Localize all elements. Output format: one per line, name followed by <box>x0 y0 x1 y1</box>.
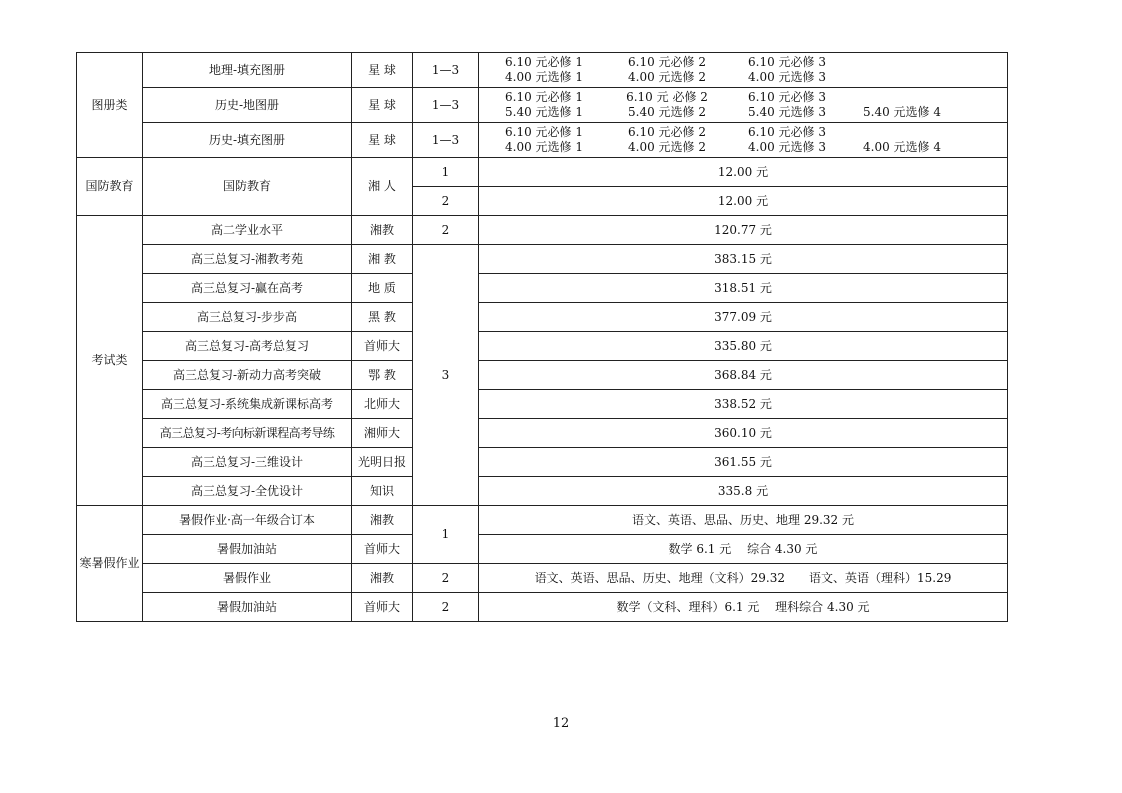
price-item: 5.40 元选修 3 <box>748 105 826 119</box>
price-line <box>481 90 1005 105</box>
publisher-cell: 地 质 <box>352 274 413 303</box>
price-item: 5.40 元选修 1 <box>505 105 583 119</box>
price-item: 4.00 元选修 3 <box>748 70 826 84</box>
price-cell: 语文、英语、思品、历史、地理 29.32 元 <box>479 506 1008 535</box>
publisher-cell: 星 球 <box>352 123 413 158</box>
textbook-price-table <box>76 52 1008 622</box>
table-row <box>77 303 1008 332</box>
category-cell: 国防教育 <box>77 158 143 216</box>
table-row <box>77 245 1008 274</box>
table-row <box>77 361 1008 390</box>
category-cell: 寒暑假作业 <box>77 506 143 622</box>
book-cell: 历史-地图册 <box>143 88 352 123</box>
grade-cell: 1 <box>413 158 479 187</box>
price-cell: 语文、英语、思品、历史、地理（文科）29.32 语文、英语（理科）15.29 <box>479 564 1008 593</box>
price-item: 6.10 元必修 1 <box>505 90 583 104</box>
price-cell <box>479 53 1008 88</box>
table-row <box>77 332 1008 361</box>
category-cell: 图册类 <box>77 53 143 158</box>
category-cell: 考试类 <box>77 216 143 506</box>
grade-cell: 1 <box>413 506 479 564</box>
price-line <box>481 140 1005 155</box>
publisher-cell: 鄂 教 <box>352 361 413 390</box>
table-row <box>77 158 1008 187</box>
book-cell: 暑假作业·高一年级合订本 <box>143 506 352 535</box>
table-row <box>77 53 1008 88</box>
table-row <box>77 88 1008 123</box>
table-row <box>77 593 1008 622</box>
price-item: 6.10 元必修 2 <box>628 125 706 139</box>
price-line <box>481 125 1005 140</box>
book-cell: 高三总复习-步步高 <box>143 303 352 332</box>
price-item: 6.10 元必修 3 <box>748 90 826 104</box>
book-cell: 暑假加油站 <box>143 535 352 564</box>
grade-cell: 2 <box>413 564 479 593</box>
book-cell: 高三总复习-新动力高考突破 <box>143 361 352 390</box>
price-cell: 数学（文科、理科）6.1 元 理科综合 4.30 元 <box>479 593 1008 622</box>
book-cell: 高二学业水平 <box>143 216 352 245</box>
table-row <box>77 564 1008 593</box>
price-line <box>481 105 1005 120</box>
price-cell: 数学 6.1 元 综合 4.30 元 <box>479 535 1008 564</box>
price-cell: 361.55 元 <box>479 448 1008 477</box>
book-cell: 暑假作业 <box>143 564 352 593</box>
price-cell: 338.52 元 <box>479 390 1008 419</box>
price-item: 6.10 元必修 1 <box>505 125 583 139</box>
publisher-cell: 北师大 <box>352 390 413 419</box>
price-item: 6.10 元必修 3 <box>748 125 826 139</box>
price-item: 6.10 元必修 3 <box>748 55 826 69</box>
publisher-cell: 湘教 <box>352 564 413 593</box>
publisher-cell: 知识 <box>352 477 413 506</box>
grade-cell: 2 <box>413 187 479 216</box>
book-cell: 高三总复习-三维设计 <box>143 448 352 477</box>
grade-cell: 2 <box>413 216 479 245</box>
price-item: 6.10 元必修 2 <box>628 55 706 69</box>
publisher-cell: 湘 人 <box>352 158 413 216</box>
publisher-cell: 黑 教 <box>352 303 413 332</box>
publisher-cell: 湘师大 <box>352 419 413 448</box>
price-cell: 360.10 元 <box>479 419 1008 448</box>
book-cell: 高三总复习-系统集成新课标高考 <box>143 390 352 419</box>
book-cell: 高三总复习-高考总复习 <box>143 332 352 361</box>
book-cell: 高三总复习-湘教考苑 <box>143 245 352 274</box>
publisher-cell: 首师大 <box>352 593 413 622</box>
grade-cell: 2 <box>413 593 479 622</box>
book-cell: 高三总复习-考向标新课程高考导练 <box>143 419 352 448</box>
table-row <box>77 506 1008 535</box>
price-cell: 368.84 元 <box>479 361 1008 390</box>
price-cell: 335.8 元 <box>479 477 1008 506</box>
price-item: 5.40 元选修 2 <box>628 105 706 119</box>
book-cell: 暑假加油站 <box>143 593 352 622</box>
price-cell: 12.00 元 <box>479 187 1008 216</box>
price-cell: 335.80 元 <box>479 332 1008 361</box>
price-item: 6.10 元必修 1 <box>505 55 583 69</box>
price-cell: 120.77 元 <box>479 216 1008 245</box>
publisher-cell: 星 球 <box>352 88 413 123</box>
price-item: 4.00 元选修 1 <box>505 140 583 154</box>
table-row <box>77 477 1008 506</box>
publisher-cell: 首师大 <box>352 332 413 361</box>
table-row <box>77 419 1008 448</box>
table-row <box>77 123 1008 158</box>
price-line <box>481 55 1005 70</box>
price-cell: 12.00 元 <box>479 158 1008 187</box>
price-cell <box>479 123 1008 158</box>
book-cell: 高三总复习-赢在高考 <box>143 274 352 303</box>
price-cell: 383.15 元 <box>479 245 1008 274</box>
publisher-cell: 湘教 <box>352 506 413 535</box>
grade-cell: 3 <box>413 245 479 506</box>
price-item: 4.00 元选修 3 <box>748 140 826 154</box>
price-item: 4.00 元选修 1 <box>505 70 583 84</box>
table-row <box>77 216 1008 245</box>
price-item: 4.00 元选修 2 <box>628 140 706 154</box>
price-cell <box>479 88 1008 123</box>
book-cell: 地理-填充图册 <box>143 53 352 88</box>
publisher-cell: 湘 教 <box>352 245 413 274</box>
price-line <box>481 70 1005 85</box>
price-cell: 318.51 元 <box>479 274 1008 303</box>
grade-cell: 1—3 <box>413 123 479 158</box>
grade-cell: 1—3 <box>413 88 479 123</box>
publisher-cell: 首师大 <box>352 535 413 564</box>
publisher-cell: 光明日报 <box>352 448 413 477</box>
price-item: 4.00 元选修 4 <box>863 140 941 154</box>
table-row <box>77 390 1008 419</box>
grade-cell: 1—3 <box>413 53 479 88</box>
table-row <box>77 448 1008 477</box>
book-cell: 历史-填充图册 <box>143 123 352 158</box>
publisher-cell: 湘教 <box>352 216 413 245</box>
price-item: 4.00 元选修 2 <box>628 70 706 84</box>
publisher-cell: 星 球 <box>352 53 413 88</box>
book-cell: 高三总复习-全优设计 <box>143 477 352 506</box>
price-item: 6.10 元 必修 2 <box>626 90 708 104</box>
page-number: 12 <box>552 716 570 731</box>
table-row <box>77 535 1008 564</box>
price-cell: 377.09 元 <box>479 303 1008 332</box>
price-item: 5.40 元选修 4 <box>863 105 941 119</box>
book-cell: 国防教育 <box>143 158 352 216</box>
table-row <box>77 274 1008 303</box>
